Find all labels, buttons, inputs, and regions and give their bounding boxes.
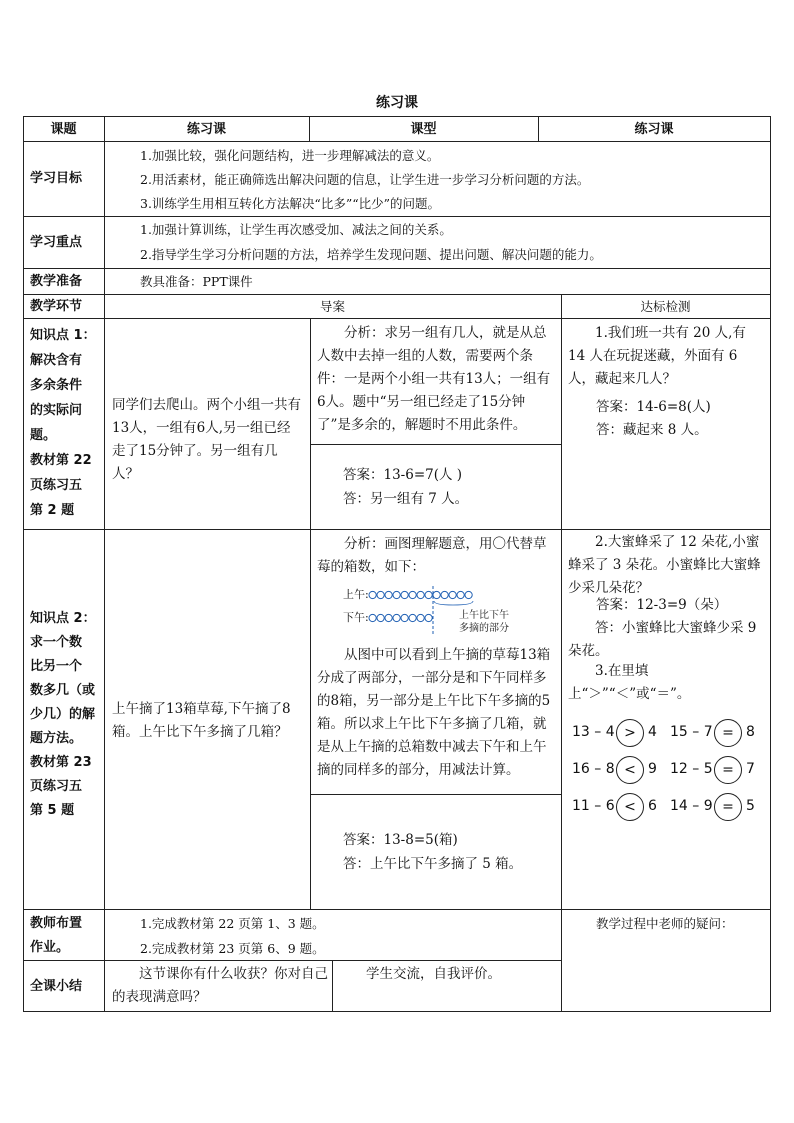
diagram-note: 上午比下午 bbox=[459, 610, 509, 621]
k2-label-line: 知识点 2： bbox=[30, 611, 96, 626]
compare-sign: = bbox=[714, 719, 742, 747]
compare-right: 6 bbox=[648, 798, 657, 814]
compare-left: 11 – 6 bbox=[572, 798, 615, 814]
row-line bbox=[23, 294, 771, 295]
afternoon-circle bbox=[377, 614, 384, 621]
morning-circle bbox=[369, 591, 376, 598]
goal-item: 3.训练学生用相互转化方法解决“比多”“比少”的问题。 bbox=[140, 196, 440, 211]
k2-check-q2-answer: 答案：12-3=9（朵） bbox=[596, 597, 728, 613]
table-border-left bbox=[23, 116, 24, 1012]
k2-analysis-top: 分析：画图理解题意，用〇代替草莓的箱数，如下： bbox=[317, 536, 547, 575]
page-title: 练习课 bbox=[376, 95, 418, 111]
morning-circle bbox=[449, 591, 456, 598]
k1-check-answer: 答案：14-6=8(人) bbox=[596, 399, 711, 415]
compare-left: 14 – 9 bbox=[670, 798, 713, 814]
col-line bbox=[104, 116, 105, 1012]
row-line bbox=[23, 216, 771, 217]
afternoon-circle bbox=[425, 614, 432, 621]
k2-label-line: 题方法。 bbox=[30, 731, 83, 746]
k2-analysis-bottom: 从图中可以看到上午摘的草莓13箱分成了两部分，一部分是和下午同样多的8箱，另一部分是上午比下午多摘的5箱。所以求上午比下午多摘了几箱，就是从上午摘的总箱数中减去下午和上午摘的同样多的部分，用减法计算。 bbox=[317, 647, 551, 778]
k1-problem: 同学们去爬山。两个小组一共有13人，一组有6人,另一组已经走了15分钟了。另一组有几人？ bbox=[112, 397, 301, 482]
homework-label: 作业。 bbox=[30, 940, 70, 955]
k1-label-line: 知识点 1： bbox=[30, 328, 96, 343]
prep-value: 教具准备：PPT课件 bbox=[140, 274, 253, 289]
afternoon-circle bbox=[385, 614, 392, 621]
k1-label-line: 页练习五 bbox=[30, 478, 83, 493]
afternoon-circle bbox=[417, 614, 424, 621]
focus-item: 1.加强计算训练，让学生再次感受加、减法之间的关系。 bbox=[140, 222, 452, 237]
compare-right: 4 bbox=[648, 724, 657, 740]
compare-grid bbox=[572, 716, 768, 826]
compare-sign: < bbox=[616, 756, 644, 784]
afternoon-circle bbox=[369, 614, 376, 621]
morning-circle bbox=[393, 591, 400, 598]
morning-circle bbox=[385, 591, 392, 598]
guide-header: 导案 bbox=[319, 299, 345, 314]
compare-item bbox=[572, 790, 670, 824]
k2-label-line: 页练习五 bbox=[30, 779, 83, 794]
col-line bbox=[310, 318, 311, 910]
k2-label-line: 第 5 题 bbox=[30, 803, 75, 818]
summary-response: 学生交流，自我评价。 bbox=[366, 966, 501, 982]
compare-right: 7 bbox=[746, 761, 755, 777]
diagram-brace bbox=[434, 601, 473, 605]
section-label: 教学环节 bbox=[30, 299, 83, 314]
k2-label bbox=[30, 607, 102, 823]
compare-sign: > bbox=[616, 719, 644, 747]
sub-row-line bbox=[311, 794, 561, 795]
compare-item bbox=[670, 753, 768, 787]
k2-check-q2: 2.大蜜蜂采了 12 朵花,小蜜蜂采了 3 朵花。小蜜蜂比大蜜蜂少采几朵花？ bbox=[568, 534, 761, 596]
k1-label-line: 第 2 题 bbox=[30, 503, 75, 518]
sub-row-line bbox=[311, 444, 561, 445]
focus-label: 学习重点 bbox=[30, 235, 83, 250]
strawberry-diagram bbox=[343, 584, 543, 640]
col-line bbox=[561, 294, 562, 1012]
k2-check-q2-answer-text: 答：小蜜蜂比大蜜蜂少采 9 朵花。 bbox=[568, 620, 757, 659]
topic-label: 课题 bbox=[50, 122, 77, 137]
k1-answer-text: 答：另一组有 7 人。 bbox=[343, 491, 469, 507]
summary-label: 全课小结 bbox=[30, 979, 83, 994]
afternoon-circle bbox=[393, 614, 400, 621]
goal-item: 1.加强比较，强化问题结构，进一步理解减法的意义。 bbox=[140, 148, 440, 163]
morning-circle bbox=[425, 591, 432, 598]
row-line bbox=[23, 909, 771, 910]
k1-label-line: 教材第 22 bbox=[30, 453, 92, 468]
compare-right: 9 bbox=[648, 761, 657, 777]
row-line bbox=[23, 318, 771, 319]
type-label: 课型 bbox=[410, 122, 437, 137]
morning-circle bbox=[409, 591, 416, 598]
topic-value: 练习课 bbox=[186, 122, 226, 137]
afternoon-circle bbox=[409, 614, 416, 621]
k1-label-line: 题。 bbox=[30, 428, 57, 443]
compare-item bbox=[670, 790, 768, 824]
table-border-bottom bbox=[23, 1011, 771, 1012]
compare-item bbox=[572, 716, 670, 750]
k2-answer-text: 答：上午比下午多摘了 5 箱。 bbox=[343, 856, 523, 872]
k1-label-line: 多余条件 bbox=[30, 378, 83, 393]
k2-label-line: 比另一个 bbox=[30, 659, 83, 674]
row-line bbox=[23, 268, 771, 269]
morning-circle bbox=[441, 591, 448, 598]
morning-circle bbox=[401, 591, 408, 598]
prep-label: 教学准备 bbox=[30, 274, 83, 289]
compare-right: 8 bbox=[746, 724, 755, 740]
morning-circle bbox=[417, 591, 424, 598]
compare-left: 13 – 4 bbox=[572, 724, 615, 740]
morning-circle bbox=[457, 591, 464, 598]
k1-label bbox=[30, 323, 102, 523]
row-line bbox=[23, 529, 771, 530]
k2-problem: 上午摘了13箱草莓,下午摘了8箱。上午比下午多摘了几箱？ bbox=[112, 701, 291, 740]
col-line bbox=[332, 960, 333, 1012]
goal-item: 2.用活素材，能正确筛选出解决问题的信息，让学生进一步学习分析问题的方法。 bbox=[140, 172, 590, 187]
compare-sign: < bbox=[616, 793, 644, 821]
k1-analysis: 分析：求另一组有几人，就是从总人数中去掉一组的人数，需要两个条件：一是两个小组一共有13人；一组有6人。题中“另一组已经走了15分钟了”是多余的，解题时不用此条件。 bbox=[317, 325, 551, 433]
k2-label-line: 数多几（或 bbox=[30, 683, 96, 698]
check-header: 达标检测 bbox=[640, 299, 691, 314]
k1-label-line: 的实际问 bbox=[30, 403, 83, 418]
k2-label-line: 教材第 23 bbox=[30, 755, 92, 770]
morning-circle bbox=[377, 591, 384, 598]
compare-right: 5 bbox=[746, 798, 755, 814]
diagram-note: 多摘的部分 bbox=[459, 623, 509, 634]
compare-left: 15 – 7 bbox=[670, 724, 713, 740]
type-value: 练习课 bbox=[634, 122, 674, 137]
table-border-top bbox=[23, 116, 771, 117]
k1-check-answer-text: 答：藏起来 8 人。 bbox=[596, 422, 708, 438]
k2-check-q3: 3.在里填上“＞”“＜”或“＝”。 bbox=[568, 663, 691, 702]
compare-item bbox=[572, 753, 670, 787]
goals-label: 学习目标 bbox=[30, 171, 83, 186]
homework-item: 1.完成教材第 22 页第 1、3 题。 bbox=[140, 916, 325, 931]
afternoon-circle bbox=[401, 614, 408, 621]
morning-circle bbox=[433, 591, 440, 598]
summary-question: 这节课你有什么收获？你对自己的表现满意吗？ bbox=[112, 966, 328, 1005]
k2-label-line: 求一个数 bbox=[30, 635, 83, 650]
morning-circle bbox=[465, 591, 472, 598]
table-border-right bbox=[770, 116, 771, 1012]
k2-answer: 答案：13-8=5(箱) bbox=[343, 832, 458, 848]
diagram-row1-label: 上午: bbox=[343, 588, 369, 601]
k1-check-question: 1.我们班一共有 20 人,有 14 人在玩捉迷藏，外面有 6 人，藏起来几人？ bbox=[568, 325, 746, 387]
k1-label-line: 解决含有 bbox=[30, 353, 83, 368]
teacher-question: 教学过程中老师的疑问： bbox=[596, 916, 734, 931]
compare-sign: = bbox=[714, 793, 742, 821]
compare-sign: = bbox=[714, 756, 742, 784]
focus-item: 2.指导学生学习分析问题的方法，培养学生发现问题、提出问题、解决问题的能力。 bbox=[140, 247, 602, 262]
k1-answer: 答案：13-6=7(人 ) bbox=[343, 467, 463, 483]
compare-left: 16 – 8 bbox=[572, 761, 615, 777]
compare-left: 12 – 5 bbox=[670, 761, 713, 777]
circle-diagram-svg bbox=[343, 584, 543, 640]
k2-label-line: 少几）的解 bbox=[30, 707, 96, 722]
compare-item bbox=[670, 716, 768, 750]
homework-label: 教师布置 bbox=[30, 916, 83, 931]
homework-item: 2.完成教材第 23 页第 6、9 题。 bbox=[140, 941, 325, 956]
row-line bbox=[23, 141, 771, 142]
diagram-row2-label: 下午: bbox=[343, 611, 369, 624]
